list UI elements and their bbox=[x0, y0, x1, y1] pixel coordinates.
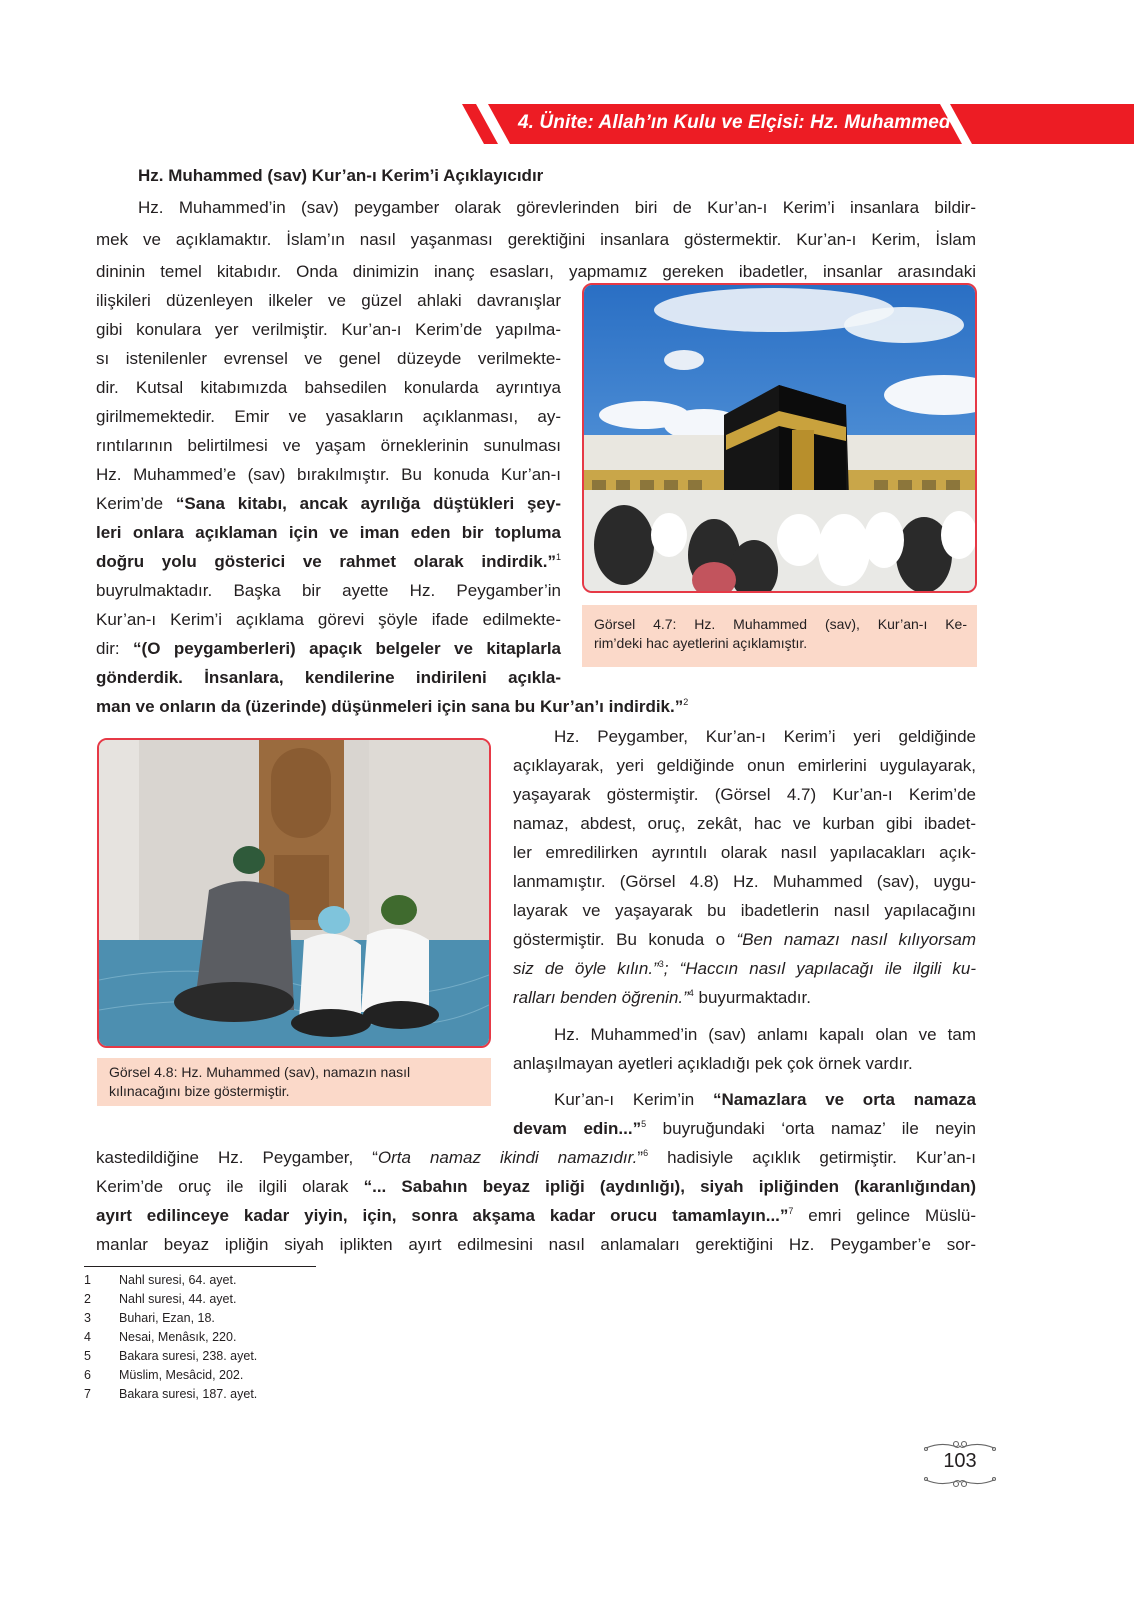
text-line: Hz. Muhammed’e (sav) bırakılmıştır. Bu konuda Kur’an-ı bbox=[96, 465, 561, 484]
text-line bbox=[513, 988, 811, 1008]
footnote-text: Nesai, Menâsık, 220. bbox=[119, 1330, 237, 1344]
text-run: buyurmaktadır. bbox=[693, 988, 811, 1007]
quote-text: gönderdik. İnsanlara, kendilerine indirileni açıkla- bbox=[96, 668, 561, 687]
text-line: mek ve açıklamaktır. İslam’ın nasıl yaşanması gerektiğini insanlara göstermektir. Kur’an-ı Kerim, İslam bbox=[96, 230, 976, 249]
footnote bbox=[84, 1367, 243, 1383]
quote-text: “Namazlara ve orta namaza bbox=[712, 1090, 976, 1109]
text-line: açıklayarak, yeri geldiğinde onun emirlerini uygulayarak, bbox=[513, 756, 976, 775]
footnote bbox=[84, 1348, 257, 1364]
footnote-ref: 2 bbox=[683, 697, 689, 707]
text-run: emri gelince Müslü- bbox=[793, 1206, 976, 1225]
text-line: dir. Kutsal kitabımızda bahsedilen konularda ayrıntıya bbox=[96, 378, 561, 397]
page-number-text: 103 bbox=[943, 1450, 977, 1472]
text-line: sı istenilenler evrensel ve genel düzeyde verilmekte- bbox=[96, 349, 561, 368]
text-run: Kerim’de bbox=[96, 494, 176, 513]
quote-text: leri onlara açıklaman için ve iman eden bir topluma bbox=[96, 523, 561, 542]
text-line bbox=[96, 668, 561, 688]
quote-text: “... Sabahın beyaz ipliği (aydınlığı), siyah ipliğinden (karanlığından) bbox=[363, 1177, 976, 1196]
text-line: Hz. Peygamber, Kur’an-ı Kerim’i yeri geldiğinde bbox=[554, 727, 976, 746]
quote-text: “(O peygamberleri) apaçık belgeler ve kitaplarla bbox=[133, 639, 562, 658]
text-line bbox=[96, 494, 561, 514]
caption-line: kılınacağını bize göstermiştir. bbox=[109, 1083, 290, 1099]
footnote-ref: 3 bbox=[658, 959, 664, 969]
text-line: rıntılarının belirtilmesi ve yaşam örneklerinin sunulması bbox=[96, 436, 561, 455]
figure-prayer-image bbox=[97, 738, 491, 1048]
caption-line: Görsel 4.7: Hz. Muhammed (sav), Kur’an-ı Ke- bbox=[594, 616, 967, 632]
footnote bbox=[84, 1329, 236, 1345]
text-line: Kur’an-ı Kerim’i açıklama görevi şöyle ifade edilmekte- bbox=[96, 610, 561, 629]
hadith-quote: ; “Haccın nasıl yapılacağı ile ilgili ku- bbox=[663, 959, 976, 978]
text-line bbox=[554, 1090, 976, 1110]
quote-text: “Sana kitabı, ancak ayrılığa düştükleri şey- bbox=[175, 494, 561, 513]
kaaba-photo-icon bbox=[584, 285, 975, 591]
footnote bbox=[84, 1272, 236, 1288]
text-line: Hz. Muhammed’in (sav) peygamber olarak görevlerinden biri de Kur’an-ı Kerim’i insanlara bildir- bbox=[138, 198, 976, 217]
text-line bbox=[96, 1206, 976, 1226]
text-run: dir: bbox=[96, 639, 134, 658]
footnote-ref: 7 bbox=[788, 1206, 794, 1216]
text-line: buyrulmaktadır. Başka bir ayette Hz. Peygamber’in bbox=[96, 581, 561, 600]
footnote-divider bbox=[84, 1266, 316, 1267]
text-line: manlar beyaz ipliğin siyah iplikten ayırt edilmesini nasıl anlamaları gerektiğini Hz. Peygamber’e sor- bbox=[96, 1235, 976, 1254]
text-run: buyruğundaki ‘orta namaz’ ile neyin bbox=[646, 1119, 976, 1138]
hadith-quote: Orta namaz ikindi namazıdır. bbox=[377, 1148, 638, 1167]
text-line bbox=[96, 1148, 976, 1168]
text-line bbox=[513, 959, 976, 979]
text-line: dininin temel kitabıdır. Onda dinimizin inanç esasları, yapmamız gereken ibadetler, insanlar arasındaki bbox=[96, 262, 976, 281]
text-line bbox=[513, 1119, 976, 1139]
footnote-number: 3 bbox=[84, 1311, 91, 1325]
text-line: Hz. Muhammed’in (sav) anlamı kapalı olan ve tam bbox=[554, 1025, 976, 1044]
text-line: ilişkileri düzenleyen ilkeler ve güzel ahlaki davranışlar bbox=[96, 291, 561, 310]
text-run: Kur’an-ı Kerim’in bbox=[554, 1090, 713, 1109]
unit-title: 4. Ünite: Allah’ın Kulu ve Elçisi: Hz. Muhammed bbox=[518, 112, 951, 133]
footnote bbox=[84, 1291, 236, 1307]
text-line bbox=[96, 523, 561, 543]
text-line: layarak ve yaşayarak bu ibadetlerin nasıl yapılacağını bbox=[513, 901, 976, 920]
caption-line: rim’deki hac ayetlerini açıklamıştır. bbox=[594, 635, 808, 651]
footnote-ref: 4 bbox=[688, 988, 694, 998]
figure-kaaba-image bbox=[582, 283, 977, 593]
footnote-text: Müslim, Mesâcid, 202. bbox=[119, 1368, 244, 1382]
footnote-text: Nahl suresi, 44. ayet. bbox=[119, 1292, 237, 1306]
footnote-number: 4 bbox=[84, 1330, 91, 1344]
text-run: kastedildiğine Hz. Peygamber, “ bbox=[96, 1148, 378, 1167]
section-heading: Hz. Muhammed (sav) Kur’an-ı Kerim’i Açıklayıcıdır bbox=[138, 166, 544, 185]
footnote-text: Bakara suresi, 187. ayet. bbox=[119, 1387, 258, 1401]
caption-line: Görsel 4.8: Hz. Muhammed (sav), namazın nasıl bbox=[109, 1064, 411, 1080]
text-line: namaz, abdest, oruç, zekât, hac ve kurban gibi ibadet- bbox=[513, 814, 976, 833]
text-line: yaşayarak göstermiştir. (Görsel 4.7) Kur’an-ı Kerim’de bbox=[513, 785, 976, 804]
footnote-number: 5 bbox=[84, 1349, 91, 1363]
quote-text: man ve onların da (üzerinde) düşünmeleri için sana bu Kur’an’ı indirdik.” bbox=[96, 697, 684, 716]
text-line bbox=[96, 1177, 976, 1197]
text-line: anlaşılmayan ayetleri açıkladığı pek çok örnek vardır. bbox=[513, 1054, 913, 1073]
footnote bbox=[84, 1386, 257, 1402]
text-run: Kerim’de oruç ile ilgili olarak bbox=[96, 1177, 364, 1196]
text-run: ” bbox=[637, 1148, 644, 1167]
text-run: hadisiyle açıklık getirmiştir. Kur’an-ı bbox=[648, 1148, 976, 1167]
hadith-quote: “Ben namazı nasıl kılıyorsam bbox=[736, 930, 976, 949]
text-line: gibi konulara yer verilmiştir. Kur’an-ı Kerim’de yapılma- bbox=[96, 320, 561, 339]
figure-caption-4-8 bbox=[97, 1058, 491, 1106]
page-number bbox=[920, 1440, 1000, 1488]
footnote-ref: 5 bbox=[641, 1119, 647, 1129]
hadith-quote: ralları benden öğrenin.” bbox=[513, 988, 689, 1007]
text-line: lanmamıştır. (Görsel 4.8) Hz. Muhammed (sav), uygu- bbox=[513, 872, 976, 891]
text-line bbox=[513, 930, 976, 950]
footnote-text: Bakara suresi, 238. ayet. bbox=[119, 1349, 258, 1363]
footnote-ref: 1 bbox=[555, 552, 561, 562]
text-line bbox=[96, 552, 561, 572]
footnote bbox=[84, 1310, 215, 1326]
footnote-text: Nahl suresi, 64. ayet. bbox=[119, 1273, 237, 1287]
footnote-text: Buhari, Ezan, 18. bbox=[119, 1311, 215, 1325]
unit-banner bbox=[462, 104, 1134, 144]
footnote-number: 1 bbox=[84, 1273, 91, 1287]
hadith-quote: siz de öyle kılın.” bbox=[513, 959, 659, 978]
footnote-ref: 6 bbox=[643, 1148, 649, 1158]
footnote-number: 2 bbox=[84, 1292, 91, 1306]
quote-text: devam edin...” bbox=[513, 1119, 642, 1138]
text-line bbox=[96, 639, 561, 659]
text-line bbox=[96, 697, 688, 717]
quote-text: ayırt edilinceye kadar yiyin, için, sonra akşama kadar orucu tamamlayın...” bbox=[96, 1206, 789, 1225]
footnote-number: 6 bbox=[84, 1368, 91, 1382]
figure-caption-4-7 bbox=[582, 605, 977, 667]
quote-text: doğru yolu gösterici ve rahmet olarak indirdik.” bbox=[96, 552, 556, 571]
text-line: girilmemektedir. Emir ve yasakların açıklanması, ay- bbox=[96, 407, 561, 426]
text-line: ler emredilirken ayrıntılı olarak nasıl yapılacakları açık- bbox=[513, 843, 976, 862]
prayer-photo-icon bbox=[99, 740, 489, 1046]
text-run: göstermiştir. Bu konuda o bbox=[513, 930, 737, 949]
footnote-number: 7 bbox=[84, 1387, 91, 1401]
